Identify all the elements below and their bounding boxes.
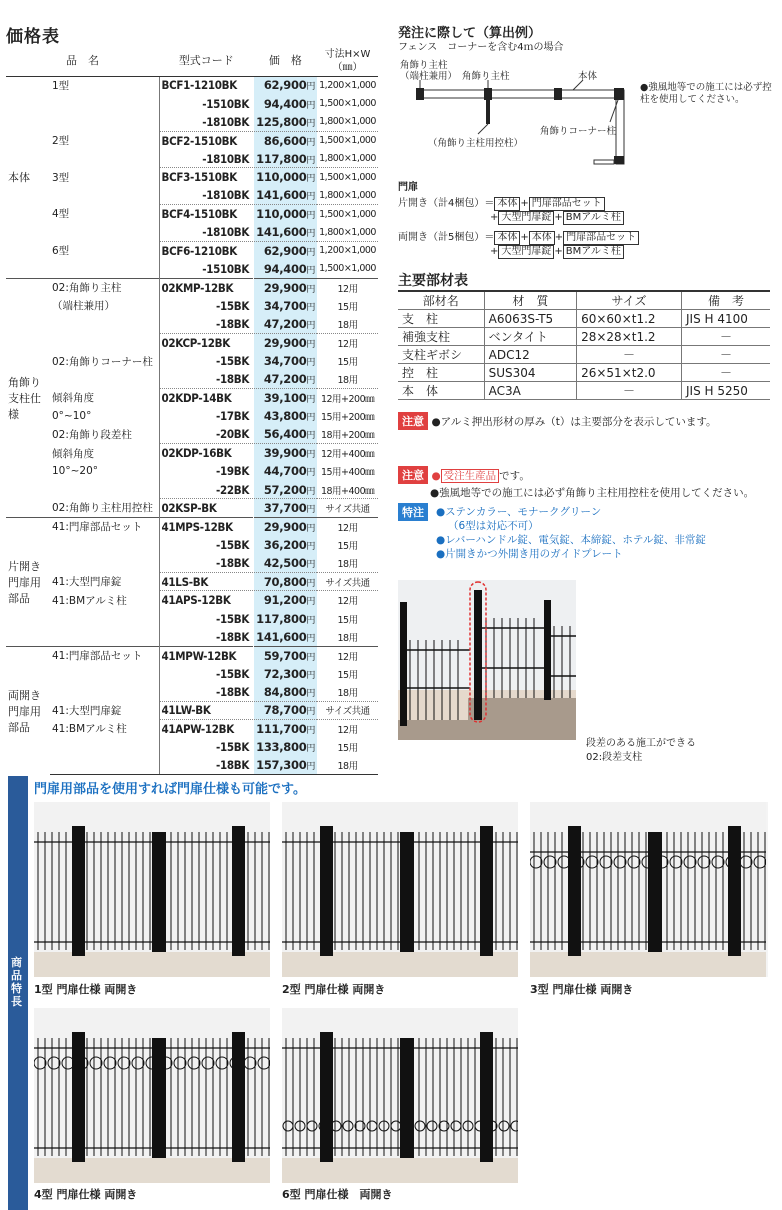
step-pole-illustration (398, 580, 576, 740)
model-code: 41APW-12BK (159, 720, 254, 738)
product-name (50, 628, 159, 646)
materials-cell: SUS304 (484, 364, 576, 382)
group-label: 片開き門扉用部品 (6, 517, 50, 646)
price-cell: 110,000円 (254, 205, 317, 223)
size-cell: 18用 (337, 559, 358, 571)
product-name: 41:BMアルミ柱 (52, 723, 127, 736)
price-row (6, 242, 378, 260)
size-cell: 15用 (337, 669, 358, 681)
model-code: -15BK (159, 297, 254, 315)
price-row (6, 499, 378, 517)
materials-cell: － (577, 382, 682, 400)
product-name (50, 260, 159, 278)
model-code: -19BK (159, 462, 254, 480)
price-row (6, 370, 378, 388)
size-cell: 12用 (317, 646, 378, 664)
size-cell: 1,200×1,000 (317, 76, 378, 94)
product-name (50, 756, 159, 774)
size-cell: 1,500×1,000 (317, 131, 378, 149)
price-cell: 57,200円 (254, 481, 317, 499)
fence-illustration (34, 802, 270, 977)
product-name: 6型 (52, 245, 70, 258)
materials-cell: － (577, 346, 682, 364)
price-row (6, 186, 378, 204)
price-cell: 37,700円 (254, 499, 317, 517)
size-cell: 18用 (337, 632, 358, 644)
materials-row (398, 328, 770, 346)
price-row (6, 223, 378, 241)
size-cell: 18用 (337, 687, 358, 699)
gate-photo-3 (530, 802, 768, 977)
model-code: -18BK (159, 683, 254, 701)
model-code: -1810BK (159, 113, 254, 131)
product-name (50, 315, 159, 333)
price-cell: 141,600円 (254, 223, 317, 241)
materials-row (398, 310, 770, 328)
price-cell: 39,100円 (254, 389, 317, 407)
tokucho-tag: 特注 (398, 503, 428, 521)
model-code: -20BK (159, 425, 254, 443)
size-cell: 1,800×1,000 (319, 189, 376, 201)
gate-double: 両開き（計5梱包）＝ 本体 + 本体 + 門扉部品セット (398, 228, 639, 245)
product-name: 02:角飾り段差柱 (52, 429, 132, 442)
materials-cell: － (681, 328, 770, 346)
model-code: -1810BK (159, 186, 254, 204)
photo-caption-1: 段差のある施工ができる (586, 738, 696, 749)
price-row (6, 701, 378, 719)
product-name: 41:大型門扉錠 (52, 576, 122, 589)
model-code: 02KDP-14BK (159, 389, 254, 407)
materials-cell: ベンタイト (484, 328, 576, 346)
materials-cell: 28×28×t1.2 (577, 328, 682, 346)
product-name (50, 536, 159, 554)
price-cell: 94,400円 (254, 260, 317, 278)
model-code: -17BK (159, 407, 254, 425)
price-cell: 56,400円 (254, 425, 317, 443)
materials-title: 主要部材表 (398, 273, 468, 289)
size-cell: 15用 (337, 540, 358, 552)
product-name: 41:BMアルミ柱 (52, 594, 127, 607)
note-3: ●強風地等での施工には必ず角飾り主柱用控柱を使用してください。 (430, 487, 755, 499)
price-cell: 91,200円 (254, 591, 317, 609)
size-cell: 15用 (337, 357, 358, 369)
product-name: 02:角飾りコーナー柱 (52, 355, 153, 368)
model-code: 41MPS-12BK (159, 517, 254, 535)
size-cell: 15用+400㎜ (320, 467, 375, 479)
product-name: 1型 (50, 76, 159, 94)
size-cell: 12用 (317, 517, 378, 535)
tokucho-1: ●ステンカラー、モナークグリーン (436, 506, 602, 518)
product-name: 02:角飾り主柱用控柱 (52, 502, 153, 515)
label-end-pole: 角飾り主柱 （端柱兼用） (400, 60, 458, 82)
group-label: 角飾り支柱仕様 (6, 278, 50, 517)
model-code: -1810BK (159, 150, 254, 168)
model-code: 41MPW-12BK (159, 646, 254, 664)
feature-banner: 門扉用部品を使用すれば門扉仕様も可能です。 (34, 782, 306, 797)
product-name: 41:門扉部品セット (50, 517, 159, 535)
product-name (50, 113, 159, 131)
order-note: ●強風地等での施工には必ず控柱を使用してください。 (640, 82, 772, 105)
product-name: 10°~20° (52, 465, 99, 478)
price-row (6, 352, 378, 370)
price-cell: 34,700円 (254, 352, 317, 370)
tokucho-3: ●レバーハンドル錠、電気錠、本締錠、ホテル錠、非常錠 (436, 534, 706, 546)
model-code: -15BK (159, 609, 254, 627)
size-cell: 18用 (317, 756, 378, 774)
size-cell: 15用 (337, 614, 358, 626)
model-code: 02KMP-12BK (159, 278, 254, 296)
size-cell: 12用 (317, 333, 378, 351)
materials-header: 部材名 (398, 291, 484, 310)
price-cell: 125,800円 (254, 113, 317, 131)
size-cell: 12用 (317, 591, 378, 609)
gate-caption-3: 3型 門扉仕様 両開き (530, 983, 634, 996)
price-row (6, 720, 378, 738)
product-name: 02:角飾り主柱 (50, 278, 159, 296)
price-cell: 62,900円 (254, 242, 317, 260)
materials-cell: 補強支柱 (398, 328, 484, 346)
size-cell: 12用 (317, 278, 378, 296)
model-code: -18BK (159, 756, 254, 774)
price-cell: 39,900円 (254, 444, 317, 462)
size-cell: 1,800×1,000 (319, 226, 376, 238)
price-cell: 36,200円 (254, 536, 317, 554)
size-cell: 12用 (317, 720, 378, 738)
materials-row (398, 382, 770, 400)
note-1: 注意 ●アルミ押出形材の厚み（t）は主要部分を表示しています。 (398, 412, 717, 430)
size-cell: 12用+400㎜ (317, 444, 378, 462)
price-cell: 47,200円 (254, 370, 317, 388)
product-name (50, 738, 159, 756)
materials-cell: 支 柱 (398, 310, 484, 328)
price-cell: 34,700円 (254, 297, 317, 315)
materials-header: 材 質 (484, 291, 576, 310)
price-cell: 62,900円 (254, 76, 317, 94)
price-cell: 141,600円 (254, 186, 317, 204)
product-name: 0°~10° (52, 410, 92, 423)
model-code: BCF1-1210BK (159, 76, 254, 94)
gate-single: 片開き（計4梱包）＝ 本体 + 門扉部品セット (398, 194, 605, 211)
model-code: -15BK (159, 352, 254, 370)
size-cell: 15用 (337, 743, 358, 755)
gate-photo-1 (34, 802, 270, 977)
label-corner-pole: 角飾りコーナー柱 (540, 126, 617, 137)
size-cell: 18用 (337, 375, 358, 387)
size-cell: 1,500×1,000 (319, 263, 376, 275)
product-name (50, 609, 159, 627)
price-cell: 78,700円 (254, 701, 317, 719)
price-row (6, 113, 378, 131)
price-row (6, 260, 378, 278)
fence-illustration (34, 1008, 270, 1183)
price-row (6, 278, 378, 296)
materials-cell: － (681, 346, 770, 364)
gate-caption-2: 2型 門扉仕様 両開き (282, 983, 386, 996)
price-row (6, 628, 378, 646)
product-name: 41:門扉部品セット (50, 646, 159, 664)
product-name (50, 94, 159, 112)
materials-table (398, 290, 770, 400)
fence-illustration (282, 802, 518, 977)
model-code: BCF3-1510BK (159, 168, 254, 186)
order-title: 発注に際して（算出例） (398, 26, 542, 41)
price-cell: 44,700円 (254, 462, 317, 480)
model-code: 02KCP-12BK (159, 333, 254, 351)
price-row (6, 738, 378, 756)
size-cell: 18用+200㎜ (320, 430, 375, 442)
size-cell: 18用+400㎜ (320, 485, 375, 497)
product-name (50, 150, 159, 168)
price-cell: 111,700円 (254, 720, 317, 738)
model-code: 02KSP-BK (159, 499, 254, 517)
gate-caption-1: 1型 門扉仕様 両開き (34, 983, 138, 996)
price-row (6, 481, 378, 499)
model-code: -18BK (159, 370, 254, 388)
product-name (50, 554, 159, 572)
model-code: -15BK (159, 536, 254, 554)
price-row (6, 665, 378, 683)
price-cell: 133,800円 (254, 738, 317, 756)
fence-illustration (282, 1008, 518, 1183)
product-name (50, 683, 159, 701)
gate-photo-2 (282, 802, 518, 977)
group-label: 本体 (6, 76, 50, 278)
price-row (6, 462, 378, 480)
product-name: 41:大型門扉錠 (52, 704, 122, 717)
price-cell: 110,000円 (254, 168, 317, 186)
materials-cell: JIS H 5250 (681, 382, 770, 400)
photo-caption-2: 02:段差支柱 (586, 752, 643, 763)
model-code: BCF6-1210BK (159, 242, 254, 260)
price-row (6, 536, 378, 554)
group-label: 両開き門扉用部品 (6, 646, 50, 775)
size-cell: 1,500×1,000 (319, 98, 376, 110)
size-cell: 15用 (337, 301, 358, 313)
gate-caption-6: 6型 門扉仕様 両開き (282, 1188, 393, 1201)
materials-row (398, 364, 770, 382)
price-row (6, 407, 378, 425)
size-cell: 12用+200㎜ (317, 389, 378, 407)
side-label: 商品特長 (11, 956, 22, 1008)
header-size: 寸法H×W （㎜） (317, 46, 378, 76)
model-code: -15BK (159, 738, 254, 756)
product-name: 3型 (52, 171, 70, 184)
materials-cell: 26×51×t2.0 (577, 364, 682, 382)
price-row (6, 131, 378, 149)
model-code: -1510BK (159, 94, 254, 112)
price-row (6, 297, 378, 315)
materials-cell: AC3A (484, 382, 576, 400)
product-name: 4型 (52, 208, 70, 221)
price-row (6, 646, 378, 664)
size-cell: 1,800×1,000 (319, 153, 376, 164)
price-row (6, 389, 378, 407)
model-code: -18BK (159, 315, 254, 333)
price-row (6, 315, 378, 333)
gate-title: 門扉 (398, 182, 418, 193)
size-cell: 15用+200㎜ (320, 412, 375, 424)
price-cell: 42,500円 (254, 554, 317, 572)
price-row (6, 756, 378, 774)
model-code: 41LS-BK (159, 573, 254, 591)
step-pole-photo (398, 580, 576, 740)
price-row (6, 150, 378, 168)
product-name (50, 481, 159, 499)
price-row (6, 444, 378, 462)
price-table (6, 46, 378, 775)
header-code: 型式コード (159, 46, 254, 76)
size-cell: 18用 (337, 320, 358, 332)
gate-single-2: + 大型門扉錠 + BMアルミ柱 (490, 211, 624, 225)
price-cell: 157,300円 (254, 756, 317, 774)
product-name (50, 665, 159, 683)
size-cell: サイズ共通 (317, 701, 378, 719)
price-row (6, 554, 378, 572)
price-cell: 72,300円 (254, 665, 317, 683)
model-code: -1810BK (159, 223, 254, 241)
model-code: BCF2-1510BK (159, 131, 254, 149)
product-name (50, 223, 159, 241)
gate-photo-4 (34, 1008, 270, 1183)
model-code: BCF4-1510BK (159, 205, 254, 223)
header-price: 価 格 (254, 46, 317, 76)
product-name (50, 333, 159, 351)
price-cell: 43,800円 (254, 407, 317, 425)
price-row (6, 609, 378, 627)
materials-header: サイズ (577, 291, 682, 310)
order-subtitle: フェンス コーナーを含む4ｍの場合 (398, 42, 564, 53)
materials-cell: JIS H 4100 (681, 310, 770, 328)
price-row (6, 333, 378, 351)
materials-cell: 支柱ギボシ (398, 346, 484, 364)
size-cell: サイズ共通 (317, 499, 378, 517)
model-code: -15BK (159, 665, 254, 683)
model-code: -22BK (159, 481, 254, 499)
price-cell: 84,800円 (254, 683, 317, 701)
product-name (50, 186, 159, 204)
note-2: 注意 ● 受注生産品 です。 (398, 466, 530, 484)
materials-cell: ADC12 (484, 346, 576, 364)
price-row (6, 573, 378, 591)
tokucho-2: （6型は対応不可） (448, 520, 539, 532)
model-code: -18BK (159, 628, 254, 646)
price-row (6, 517, 378, 535)
price-cell: 141,600円 (254, 628, 317, 646)
size-cell: 1,200×1,000 (317, 242, 378, 260)
side-band (8, 776, 28, 1210)
label-stay: （角飾り主柱用控柱） (428, 138, 524, 149)
materials-cell: 60×60×t1.2 (577, 310, 682, 328)
price-cell: 47,200円 (254, 315, 317, 333)
product-name (50, 370, 159, 388)
price-row (6, 76, 378, 94)
price-cell: 117,800円 (254, 609, 317, 627)
size-cell: 1,800×1,000 (319, 116, 376, 128)
price-cell: 94,400円 (254, 94, 317, 112)
materials-cell: － (681, 364, 770, 382)
gate-photo-6 (282, 1008, 518, 1183)
price-cell: 70,800円 (254, 573, 317, 591)
product-name: 2型 (52, 134, 70, 147)
materials-row (398, 346, 770, 364)
price-cell: 29,900円 (254, 333, 317, 351)
gate-caption-4: 4型 門扉仕様 両開き (34, 1188, 138, 1201)
model-code: 02KDP-16BK (159, 444, 254, 462)
price-row (6, 94, 378, 112)
product-name: 傾斜角度 (52, 392, 94, 405)
product-name: （端柱兼用） (52, 300, 115, 313)
size-cell: 1,500×1,000 (317, 205, 378, 223)
model-code: 41APS-12BK (159, 591, 254, 609)
price-cell: 29,900円 (254, 278, 317, 296)
label-body: 本体 (578, 71, 598, 82)
materials-header: 備 考 (681, 291, 770, 310)
product-name: 傾斜角度 (52, 447, 94, 460)
header-name: 品 名 (6, 46, 159, 76)
price-row (6, 591, 378, 609)
model-code: -18BK (159, 554, 254, 572)
model-code: -1510BK (159, 260, 254, 278)
label-main-pole: 角飾り主柱 (462, 71, 510, 82)
price-table-title: 価格表 (6, 27, 60, 47)
gate-double-2: + 大型門扉錠 + BMアルミ柱 (490, 245, 624, 259)
materials-cell: A6063S-T5 (484, 310, 576, 328)
size-cell: サイズ共通 (317, 573, 378, 591)
price-cell: 29,900円 (254, 517, 317, 535)
price-cell: 59,700円 (254, 646, 317, 664)
price-cell: 86,600円 (254, 131, 317, 149)
price-cell: 117,800円 (254, 150, 317, 168)
price-row (6, 168, 378, 186)
size-cell: 1,500×1,000 (317, 168, 378, 186)
price-row (6, 683, 378, 701)
tokucho-4: ●片開きかつ外開き用のガイドプレート (436, 548, 623, 560)
materials-cell: 本 体 (398, 382, 484, 400)
materials-cell: 控 柱 (398, 364, 484, 382)
model-code: 41LW-BK (159, 701, 254, 719)
price-row (6, 425, 378, 443)
price-row (6, 205, 378, 223)
fence-illustration (530, 802, 766, 977)
